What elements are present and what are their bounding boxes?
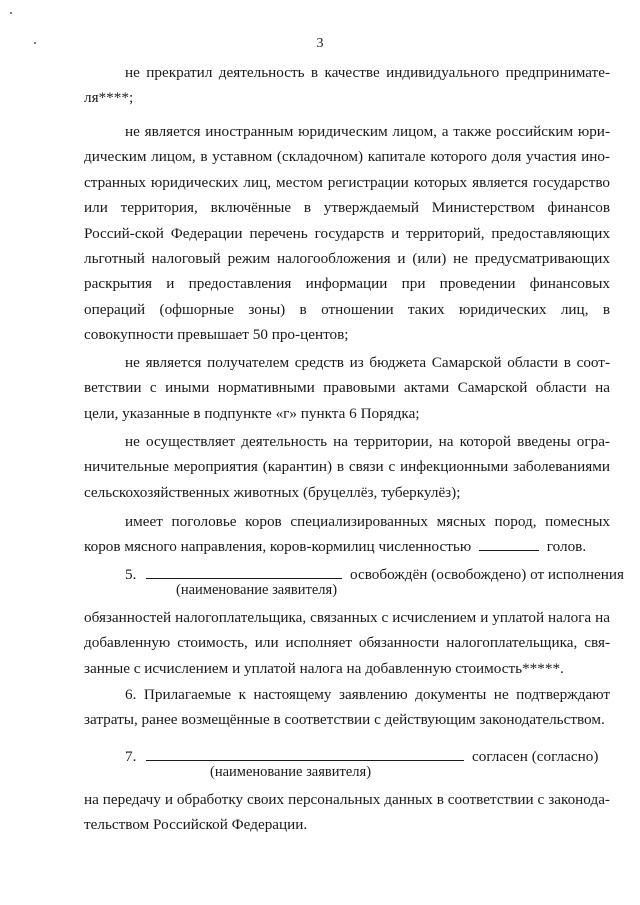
paragraph-text: не осуществляет деятельность на территории, на которой введены огра-ничительные мероприятия (карантин) в связи с инфекционными заболеваниями сельскохозяйственных животных (бруцеллёз, туберкулёз); [84, 433, 610, 501]
item-5-continuation: обязанностей налогоплательщика, связанных с исчислением и уплатой налога на добавленную стоимость, или исполняет обязанности налогоплательщика, свя-занные с исчислением и уплатой налога на добавленную стоимость*****. [84, 609, 610, 677]
scan-artifact [10, 12, 12, 14]
item-7-first-line [84, 744, 610, 769]
item-7-after-blank: согласен (согласно) [471, 748, 599, 765]
page-number: 3 [316, 36, 324, 51]
livestock-line-2 [84, 534, 610, 559]
item-7 [84, 744, 610, 838]
livestock-text-before: коров мясного направления, коров-кормилиц численностью [84, 538, 472, 556]
item-7-continuation: на передачу и обработку своих персональных данных в соответствии с законода-тельством Российской Федерации. [84, 791, 610, 834]
item-6 [84, 682, 610, 733]
paragraph-not-budget-recipient [84, 350, 610, 426]
applicant-name-blank-5[interactable] [146, 564, 342, 579]
item-6-text: 6. Прилагаемые к настоящему заявлению документы не подтверждают затраты, ранее возмещённые в соответствии с действующим законодательством. [84, 686, 610, 729]
livestock-text-after: голов. [546, 538, 587, 556]
paragraph-no-quarantine [84, 429, 610, 505]
head-count-blank[interactable] [479, 536, 539, 551]
applicant-name-blank-7[interactable] [146, 746, 464, 761]
item-7-number: 7. [125, 748, 137, 765]
paragraph-text: не является получателем средств из бюджета Самарской области в соот-ветствии с иными нормативными правовыми актами Самарской области на цели, указанные в подпункте «г» пункта 6 Порядка; [84, 354, 610, 422]
paragraph-not-foreign-entity [84, 119, 610, 348]
item-5 [84, 562, 625, 681]
item-5-after-blank: освобождён (освобождено) от исполнения [349, 566, 625, 583]
paragraph-livestock [84, 509, 610, 559]
item-5-first-line [84, 562, 625, 587]
paragraph-text: не является иностранным юридическим лицом, а также российским юри-дическим лицом, в уставном (складочном) капитале которого доля участия ино-странных юридических лиц, местом регистрации которых является государство или территория, включённые в утверждаемый Министерством финансов Россий-ской Федерации перечень государств и территорий, предоставляющих льготный налоговый режим налогообложения и (или) не предусматривающих раскрытия и предоставления информации при проведении финансовых операций (офшорные зоны) в отношении таких юридических лиц, в совокупности превышает 50 про-центов; [84, 123, 610, 344]
paragraph-not-ceased [84, 60, 610, 111]
paragraph-text: не прекратил деятельность в качестве индивидуального предпринимате-ля****; [84, 64, 610, 107]
item-7-caption: (наименование заявителя) [210, 764, 372, 780]
item-5-number: 5. [125, 566, 137, 583]
livestock-line-1: имеет поголовье коров специализированных мясных пород, помесных [125, 513, 610, 530]
item-5-caption: (наименование заявителя) [176, 582, 338, 598]
